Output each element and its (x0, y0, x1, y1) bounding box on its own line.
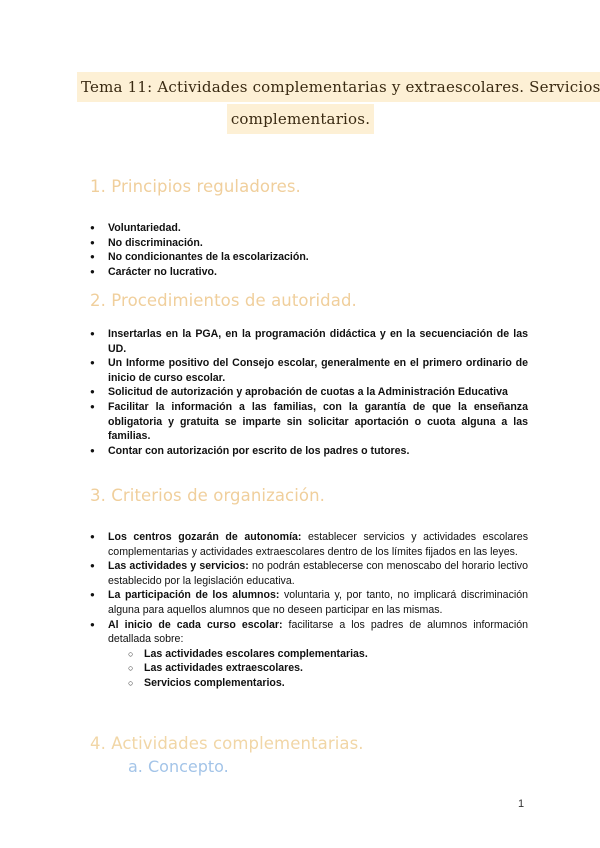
list-item: ● Solicitud de autorización y aprobación de cuotas a la Administración Educativa (90, 385, 528, 400)
section-3-sublist (128, 647, 528, 691)
list-item: ● Las actividades y servicios: no podrán establecerse con menoscabo del horario lectivo establecido por la legislación educativa. (90, 559, 528, 588)
section-3-heading: 3. Criterios de organización. (90, 486, 326, 505)
section-4-heading: 4. Actividades complementarias. (90, 734, 364, 753)
sub-list-item: ○ Las actividades escolares complementarias. (128, 647, 528, 662)
sub-list-item: ○ Servicios complementarios. (128, 676, 528, 691)
section-2-heading: 2. Procedimientos de autoridad. (90, 291, 357, 310)
list-item: ● Voluntariedad. (90, 221, 510, 236)
title-line-1: Tema 11: Actividades complementarias y extraescolares. Servicios (77, 72, 600, 102)
page-number: 1 (518, 798, 525, 810)
list-item: ● Facilitar la información a las familias, con la garantía de que la enseñanza obligatoria y gratuita se imparte sin solicitar aportación o cuota alguna a las familias. (90, 400, 528, 444)
sub-list-item: ○ Las actividades extraescolares. (128, 661, 528, 676)
list-item: ● Al inicio de cada curso escolar: facilitarse a los padres de alumnos información detallada sobre: ○ Las actividades escolares complementarias. ○ Las actividades extraescolares. ○ Servicios complementarios. (90, 618, 528, 691)
section-1-heading: 1. Principios reguladores. (90, 177, 301, 196)
section-4-subheading: a. Concepto. (128, 757, 229, 776)
section-3-list (90, 530, 528, 691)
list-item: ● Insertarlas en la PGA, en la programación didáctica y en la secuenciación de las UD. (90, 327, 528, 356)
section-1-list (90, 221, 510, 279)
list-item: ● No condicionantes de la escolarización. (90, 250, 510, 265)
document-title (77, 72, 600, 134)
list-item: ● Un Informe positivo del Consejo escolar, generalmente en el primero ordinario de inicio de curso escolar. (90, 356, 528, 385)
section-2-list (90, 327, 528, 458)
list-item: ● No discriminación. (90, 236, 510, 251)
list-item: ● Los centros gozarán de autonomía: establecer servicios y actividades escolares complementarias y actividades extraescolares dentro de los límites fijados en las leyes. (90, 530, 528, 559)
list-item: ● Contar con autorización por escrito de los padres o tutores. (90, 444, 528, 459)
title-line-2: complementarios. (227, 104, 374, 134)
list-item: ● La participación de los alumnos: voluntaria y, por tanto, no implicará discriminación alguna para aquellos alumnos que no deseen participar en las mismas. (90, 588, 528, 617)
list-item: ● Carácter no lucrativo. (90, 265, 510, 280)
